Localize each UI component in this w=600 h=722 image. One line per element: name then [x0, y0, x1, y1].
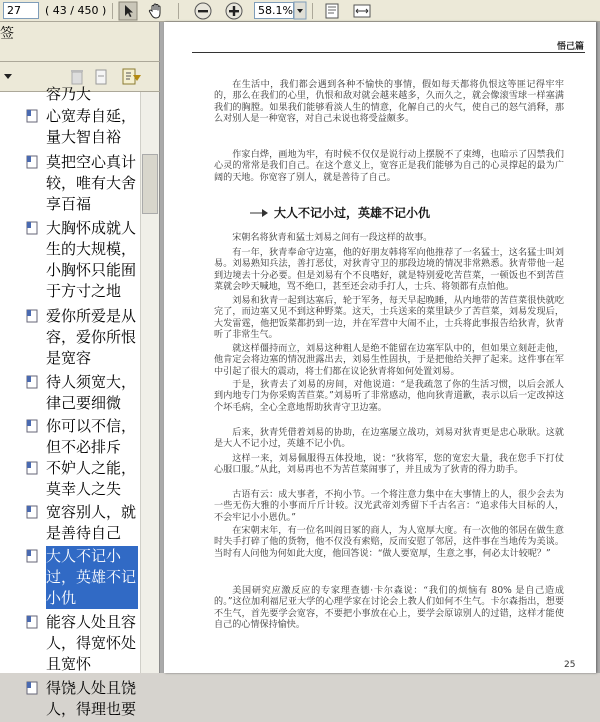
section-heading: 大人不记小过，英雄不记小仇 — [274, 206, 431, 220]
hand-tool-button[interactable] — [146, 2, 166, 20]
body-paragraph: 宋朝名将狄青和猛士刘易之间有一段这样的故事。 — [232, 233, 433, 243]
bookmark-item[interactable] — [0, 152, 140, 216]
bookmark-scrollbar[interactable] — [140, 92, 159, 673]
zoom-in-button[interactable] — [224, 2, 244, 20]
bookmark-label: 大胸怀成就人生的大规模，小胸怀只能囿于方寸之地 — [46, 219, 137, 300]
hand-icon — [146, 2, 166, 20]
page-count-label: ( 43 / 450 ) — [45, 4, 107, 17]
minus-circle-icon — [193, 2, 213, 20]
header-rule — [192, 52, 585, 53]
fit-page-button[interactable] — [322, 2, 342, 20]
body-paragraph: 有一年，狄青奉命守边塞，他的好朋友韩将军向他推荐了一名猛士，这名猛士叫刘易。刘易熟知兵法，善打恶仗，对狄青守卫的那段边境的情况非常熟悉。狄青带他一起到边境去十分必要。但是刘易有个不良嗜好，就是特别爱吃苦苣菜，一顿饭也不到苦苣菜就会吵天喊地，骂不绝口，甚至还会动手打人，士兵、将领都有点怕他。 — [214, 248, 564, 292]
toolbar-separator — [112, 3, 113, 19]
zoom-input[interactable]: 58.1% — [254, 2, 294, 19]
body-paragraph: 在宋朝末年，有一位名叫阎日冢的商人，为人宽厚大度。有一次他的邻居在做生意时失手打碎了他的货物，他不仅没有索赔，反而安慰了邻居，这件事在当地传为美谈。当时有人问他为何如此大度，他回答说：“做人要宽厚，生意之事，何必太计较呢？” — [214, 526, 564, 559]
bookmark-item-selected[interactable] — [0, 546, 140, 610]
bookmark-page-icon — [26, 505, 38, 519]
bookmark-item[interactable] — [0, 218, 140, 304]
chevron-down-icon — [294, 2, 306, 20]
document-page — [164, 22, 596, 673]
toolbar-separator — [312, 3, 313, 19]
plus-circle-icon — [224, 2, 244, 20]
bookmark-page-icon — [26, 155, 38, 169]
bookmark-page-icon — [26, 375, 38, 389]
fit-width-icon — [352, 2, 372, 20]
bookmark-label: 待人须宽大，律己要细微 — [46, 373, 137, 412]
bookmark-item[interactable] — [0, 84, 140, 106]
bookmark-page-icon — [26, 419, 38, 433]
bookmark-label: 莫把空心真计较，唯有大舍享百福 — [46, 153, 137, 213]
bookmark-item[interactable] — [0, 416, 140, 460]
body-paragraph: 这样一来，刘易佩服得五体投地，说：“狄将军，您的宽宏大量，我在您手下打仗心服口服。”从此，刘易再也不为苦苣菜闹事了，并且成为了狄青的得力助手。 — [214, 454, 564, 476]
panel-title — [0, 22, 160, 62]
bookmark-page-icon — [26, 221, 38, 235]
intro-paragraph: 作家白烨，画地为牢，有时候不仅仅是说行动上摆脱不了束缚，也暗示了囚禁我们心灵的常常是我们自己。在这个意义上，宽容正是我们能够为自己的心灵撑起的最为广阔的天地。你宽容了别人，就是善待了自己。 — [214, 150, 564, 183]
chapter-tag: 悟己篇 — [556, 42, 584, 52]
bookmark-label: 爱你所爱是从容，爱你所恨是宽容 — [46, 307, 137, 367]
bookmark-label: 你可以不信，但不必排斥 — [46, 417, 137, 456]
scrollbar-thumb[interactable] — [142, 154, 158, 214]
cursor-arrow-icon — [118, 2, 138, 20]
bookmark-label: 不妒人之能，莫幸人之失 — [46, 459, 137, 498]
bookmark-item[interactable] — [0, 502, 140, 546]
bookmark-label: 心宽寿自延，量大智自裕 — [46, 107, 137, 146]
bookmark-label: 能容人处且容人，得宽怀处且宽怀 — [46, 613, 137, 673]
fit-page-icon — [322, 2, 342, 20]
toolbar-separator — [178, 3, 179, 19]
select-tool-button[interactable] — [118, 2, 138, 20]
bookmark-page-icon — [26, 549, 38, 563]
bookmark-item[interactable] — [0, 106, 140, 150]
page-number-input[interactable]: 27 — [3, 2, 39, 19]
bookmark-item[interactable] — [0, 678, 140, 722]
panel-title-text: 签 — [0, 26, 14, 42]
body-paragraph: 古语有云：成大事者，不拘小节。一个将注意力集中在大事情上的人，很少会去为一些无伤大雅的小事而斤斤计较。汉光武帝刘秀留下千古名言：“追求伟大目标的人，不会牢记小小恩仇。” — [214, 490, 564, 523]
bookmark-label: 大人不记小过，英雄不记小仇 — [46, 547, 137, 607]
bookmark-item[interactable] — [0, 372, 140, 416]
zoom-out-button[interactable] — [193, 2, 213, 20]
document-viewport[interactable] — [160, 22, 600, 673]
body-paragraph: 于是，狄青去了刘易的房间，对他说道：“是我疏忽了你的生活习惯，以后会派人到内地专门为你采购苦苣菜。”刘易听了非常感动，他向狄青道歉，表示以后一定改掉这个坏毛病，全心全意地帮助狄青守卫边塞。 — [214, 380, 564, 413]
heading-ornament-icon — [250, 208, 270, 218]
body-paragraph: 就这样僵持而立，刘易这种粗人是绝不能留在边塞军队中的，但如果立刻赶走他，他肯定会将边塞的情况泄露出去，刘易生性固执，于是把他给关押了起来。这件事在军中引起了很大的震动，将士们都在议论狄青将如何处置刘易。 — [214, 344, 564, 377]
page-number: 25 — [564, 660, 576, 670]
fit-width-button[interactable] — [352, 2, 372, 20]
bookmark-label: 宽容别人，就是善待自己 — [46, 503, 137, 542]
bookmark-page-icon — [26, 309, 38, 323]
bookmark-page-icon — [26, 681, 38, 695]
bookmark-page-icon — [26, 615, 38, 629]
bookmark-label: 得饶人处且饶人，得理也要 — [46, 679, 137, 718]
bookmark-item[interactable] — [0, 612, 140, 676]
bookmark-item[interactable] — [0, 458, 140, 502]
bookmark-list — [0, 85, 140, 718]
bookmark-page-icon — [26, 109, 38, 123]
body-paragraph: 刘易和狄青一起到达塞后，轮于军务，每天早起晚睡，从内地带的苦苣菜很快就吃完了，而边塞又见不到这种野菜。这天，士兵送来的菜里缺少了苦苣菜，刘易发现后，大发雷霆，他把饭菜都扔到一边，并在军营中大闹不止，士兵将此事报告给狄青，狄青听了非常生气。 — [214, 296, 564, 340]
bookmarks-panel — [0, 22, 160, 718]
bookmark-page-icon — [26, 461, 38, 475]
body-paragraph: 美国研究应激反应的专家理查德·卡尔森说：“我们的烦恼有 80% 是自己造成的。”这位加利福尼亚大学的心理学家在讨论会上教人们如何不生气。卡尔森指出，想要不生气，首先要学会宽容，不要把小事放在心上，要学会原谅别人的过错，这样才能使自己的心情保持愉快。 — [214, 586, 564, 630]
toolbar — [0, 0, 600, 22]
body-paragraph: 后来，狄青凭借着刘易的协助，在边塞屡立战功，刘易对狄青更是忠心耿耿。这就是大人不记小过，英雄不记小仇。 — [214, 428, 564, 450]
bookmark-label: 容乃大 — [46, 85, 92, 103]
bookmark-item[interactable] — [0, 306, 140, 370]
zoom-dropdown-button[interactable] — [294, 2, 306, 20]
options-menu-icon[interactable] — [3, 72, 13, 82]
intro-paragraph: 在生活中，我们都会遇到各种不愉快的事情，假如每天都将仇恨这等匪记得牢牢的，那么在我们的心里，仇恨和敌对就会越来越多，久而久之，就会像滚雪球一样塞满我们的胸膛。如果我们能够看淡人生的情意，化解自己的火气，使自己的怒气消释，那么对别人是一种宽容，对自己未说也将受益颇多。 — [214, 80, 564, 124]
